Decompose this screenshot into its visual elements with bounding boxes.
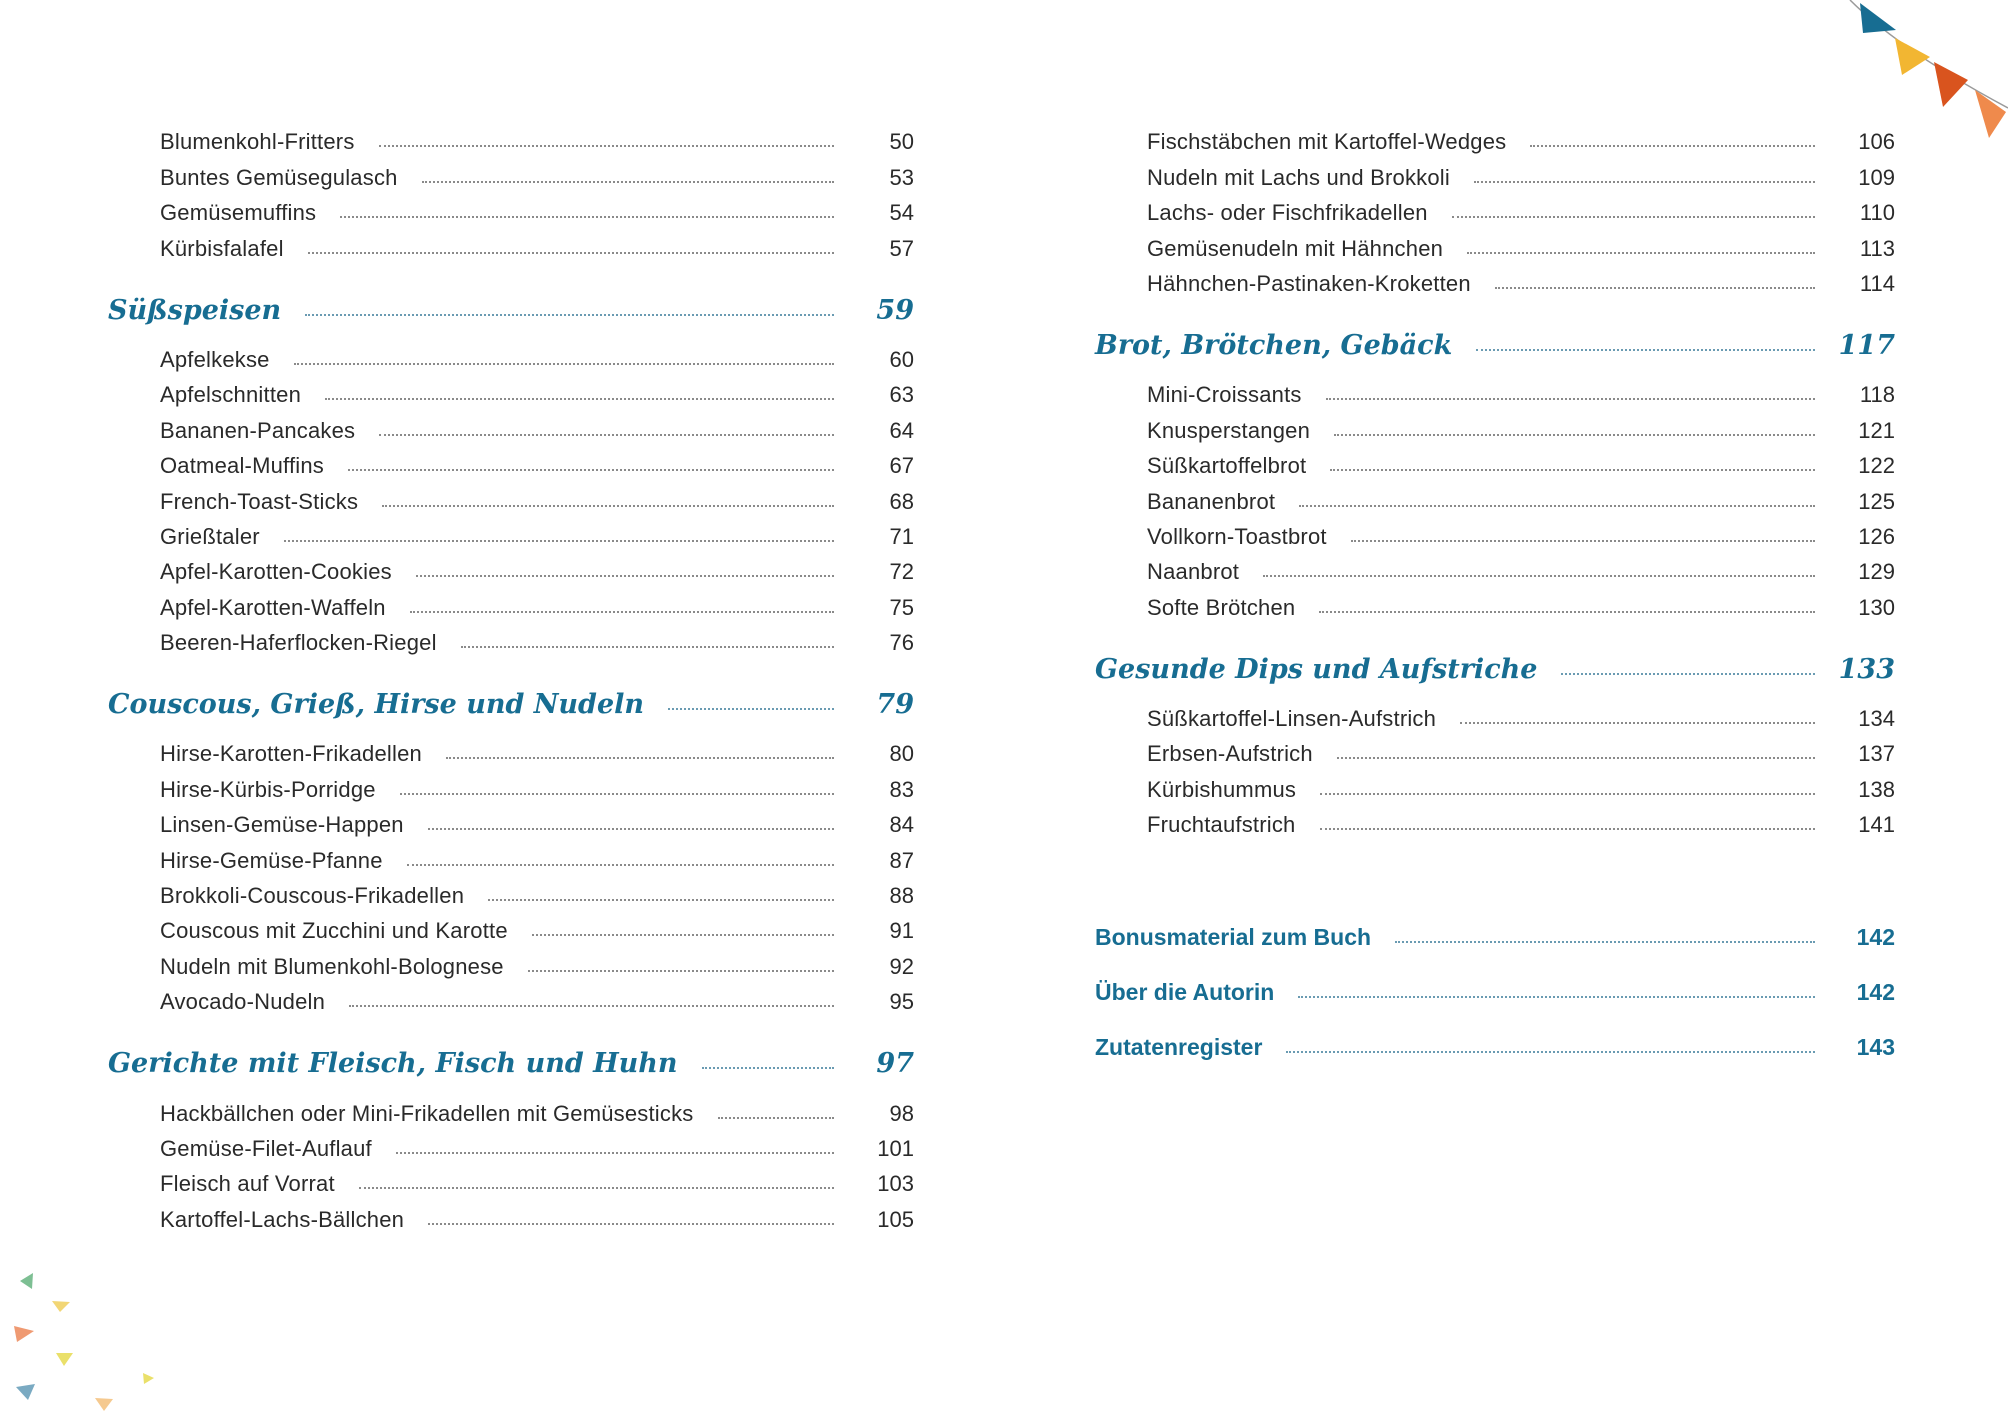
dot-leader <box>294 363 834 365</box>
toc-entry-title: Fruchtaufstrich <box>1147 812 1296 838</box>
dot-leader <box>428 1223 834 1225</box>
toc-entry-page-number: 110 <box>1859 200 1895 226</box>
toc-entry-page-number: 103 <box>877 1171 914 1197</box>
dot-leader <box>359 1187 834 1189</box>
toc-entry <box>108 479 914 514</box>
toc-entry <box>1095 697 1895 732</box>
section-heading-title: Gerichte mit Fleisch, Fisch und Huhn <box>108 1048 678 1080</box>
toc-entry <box>108 408 914 443</box>
dot-leader <box>396 1152 834 1154</box>
toc-entry-title: Knusperstangen <box>1147 417 1311 443</box>
toc-entry-page-number: 118 <box>1859 382 1895 408</box>
dot-leader <box>1495 287 1815 289</box>
toc-entry-title: Buntes Gemüsegulasch <box>160 164 398 190</box>
toc-entry-title: Blumenkohl-Fritters <box>160 129 355 155</box>
dot-leader <box>1476 349 1815 351</box>
toc-entry <box>108 155 914 190</box>
toc-entry-page-number: 75 <box>889 594 914 620</box>
dot-leader <box>428 828 834 830</box>
bunting-flag-red <box>1934 62 1968 107</box>
bunting-flag-yellow <box>1895 38 1930 75</box>
toc-entry-title: Hirse-Karotten-Frikadellen <box>160 741 422 767</box>
toc-entry-page-number: 72 <box>889 559 914 585</box>
toc-entry-page-number: 141 <box>1858 812 1895 838</box>
section-heading-page-number: 97 <box>876 1048 914 1080</box>
toc-entry <box>108 944 914 979</box>
dot-leader <box>1319 611 1815 613</box>
toc-entry <box>108 515 914 550</box>
toc-entry-title: Süßkartoffelbrot <box>1147 453 1307 479</box>
dot-leader <box>1320 793 1815 795</box>
toc-entry-title: Avocado-Nudeln <box>160 989 326 1015</box>
toc-entry <box>1095 732 1895 767</box>
toc-entry <box>1095 408 1895 443</box>
dot-leader <box>1474 181 1815 183</box>
confetti-triangle-small <box>143 1373 154 1384</box>
toc-entry-title: Grießtaler <box>160 523 260 549</box>
section-heading-page-number: 133 <box>1838 653 1895 685</box>
toc-entry <box>108 226 914 261</box>
dot-leader <box>349 1005 834 1007</box>
toc-entry <box>108 621 914 656</box>
back-matter-entry <box>1095 896 1895 951</box>
section-heading-page-number: 59 <box>876 294 914 326</box>
dot-leader <box>1460 722 1815 724</box>
dot-leader <box>446 757 834 759</box>
toc-entry-page-number: 113 <box>1859 235 1895 261</box>
bunting-flag-blue <box>1860 3 1896 33</box>
toc-entry <box>108 120 914 155</box>
toc-entry <box>1095 803 1895 838</box>
dot-leader <box>718 1117 835 1119</box>
dot-leader <box>325 398 834 400</box>
toc-entry <box>108 838 914 873</box>
confetti-triangle-peach <box>95 1398 113 1411</box>
toc-entry-title: Kartoffel-Lachs-Bällchen <box>160 1206 405 1232</box>
toc-entry-title: Fischstäbchen mit Kartoffel-Wedges <box>1147 129 1507 155</box>
dot-leader <box>668 708 834 710</box>
dot-leader <box>422 181 834 183</box>
back-matter-entry <box>1095 1006 1895 1061</box>
back-matter-entry-page-number: 142 <box>1856 924 1895 951</box>
toc-entry-page-number: 53 <box>889 164 914 190</box>
toc-entry <box>1095 373 1895 408</box>
section-heading-page-number: 79 <box>876 689 914 721</box>
section-heading <box>108 1033 914 1079</box>
toc-entry-title: Hirse-Gemüse-Pfanne <box>160 847 383 873</box>
dot-leader <box>379 145 834 147</box>
dot-leader <box>488 899 834 901</box>
section-heading-title: Gesunde Dips und Aufstriche <box>1095 653 1538 685</box>
dot-leader <box>1334 434 1815 436</box>
toc-entry-page-number: 92 <box>889 953 914 979</box>
bunting-garland <box>1840 0 2008 145</box>
section-heading-title: Brot, Brötchen, Gebäck <box>1095 329 1453 361</box>
toc-entry-page-number: 80 <box>889 741 914 767</box>
dot-leader <box>348 469 834 471</box>
back-matter-entry <box>1095 951 1895 1006</box>
toc-entry-title: Linsen-Gemüse-Happen <box>160 812 404 838</box>
toc-entry-page-number: 50 <box>889 129 914 155</box>
back-matter-entry-title: Zutatenregister <box>1095 1034 1263 1061</box>
toc-entry-title: Bananen-Pancakes <box>160 417 356 443</box>
toc-entry-title: Couscous mit Zucchini und Karotte <box>160 918 508 944</box>
toc-entry <box>1095 191 1895 226</box>
dot-leader <box>305 314 834 316</box>
toc-entry-page-number: 88 <box>889 883 914 909</box>
toc-entry-title: Lachs- oder Fischfrikadellen <box>1147 200 1428 226</box>
toc-entry <box>1095 767 1895 802</box>
toc-entry-title: Hirse-Kürbis-Porridge <box>160 776 376 802</box>
toc-entry <box>108 191 914 226</box>
back-matter-list <box>1095 896 1895 1061</box>
dot-leader <box>1452 216 1815 218</box>
dot-leader <box>379 434 834 436</box>
dot-leader <box>1530 145 1815 147</box>
dot-leader <box>1330 469 1815 471</box>
toc-entry-page-number: 84 <box>889 812 914 838</box>
toc-entry-title: Hähnchen-Pastinaken-Kroketten <box>1147 270 1471 296</box>
dot-leader <box>1395 941 1815 943</box>
toc-entry-title: Süßkartoffel-Linsen-Aufstrich <box>1147 706 1437 732</box>
dot-leader <box>1467 252 1815 254</box>
section-heading <box>1095 639 1895 685</box>
dot-leader <box>308 252 834 254</box>
toc-entry <box>108 1127 914 1162</box>
toc-entry <box>1095 120 1895 155</box>
dot-leader <box>1320 828 1816 830</box>
toc-entry-title: Apfelschnitten <box>160 382 301 408</box>
toc-entry-page-number: 60 <box>889 346 914 372</box>
toc-entry-page-number: 63 <box>889 382 914 408</box>
toc-entry-title: Naanbrot <box>1147 559 1240 585</box>
right-toc-column <box>1095 120 1895 1061</box>
toc-entry-page-number: 95 <box>889 989 914 1015</box>
back-matter-entry-page-number: 142 <box>1856 979 1895 1006</box>
toc-entry <box>108 874 914 909</box>
section-heading-title: Süßspeisen <box>108 294 282 326</box>
toc-entry-title: Gemüse-Filet-Auflauf <box>160 1135 372 1161</box>
toc-entry <box>108 338 914 373</box>
dot-leader <box>528 970 834 972</box>
toc-entry-title: Kürbisfalafel <box>160 235 284 261</box>
toc-entry-page-number: 114 <box>1859 270 1895 296</box>
toc-entry-page-number: 54 <box>889 200 914 226</box>
toc-entry-title: Gemüsemuffins <box>160 200 317 226</box>
toc-entry-title: Hackbällchen oder Mini-Frikadellen mit Gemüsesticks <box>160 1100 694 1126</box>
toc-entry-title: Bananenbrot <box>1147 488 1276 514</box>
toc-entry-page-number: 98 <box>889 1100 914 1126</box>
toc-entry-page-number: 57 <box>889 235 914 261</box>
dot-leader <box>1326 398 1815 400</box>
toc-entry-title: Vollkorn-Toastbrot <box>1147 523 1327 549</box>
toc-entry <box>1095 262 1895 297</box>
toc-entry <box>1095 550 1895 585</box>
dot-leader <box>702 1067 834 1069</box>
toc-entry-page-number: 101 <box>877 1135 914 1161</box>
toc-entry-page-number: 105 <box>877 1206 914 1232</box>
toc-entry-page-number: 83 <box>889 776 914 802</box>
toc-entry <box>108 1162 914 1197</box>
back-matter-entry-page-number: 143 <box>1856 1034 1895 1061</box>
section-heading-title: Couscous, Grieß, Hirse und Nudeln <box>108 689 645 721</box>
section-heading-page-number: 117 <box>1838 329 1895 361</box>
toc-entry <box>108 550 914 585</box>
toc-entry-page-number: 122 <box>1858 453 1895 479</box>
toc-entry-title: Mini-Croissants <box>1147 382 1302 408</box>
back-matter-entry-title: Bonusmaterial zum Buch <box>1095 924 1372 951</box>
toc-entry-page-number: 64 <box>889 417 914 443</box>
toc-entry <box>108 1091 914 1126</box>
toc-entry-title: Apfel-Karotten-Waffeln <box>160 594 386 620</box>
toc-entry <box>108 767 914 802</box>
toc-entry <box>1095 515 1895 550</box>
toc-entry <box>108 1197 914 1232</box>
confetti-triangle-green <box>20 1273 33 1289</box>
toc-entry <box>108 373 914 408</box>
toc-entry-page-number: 134 <box>1858 706 1895 732</box>
toc-entry-title: Brokkoli-Couscous-Frikadellen <box>160 883 465 909</box>
toc-entry-page-number: 67 <box>889 453 914 479</box>
toc-entry <box>108 909 914 944</box>
dot-leader <box>340 216 834 218</box>
toc-entry-page-number: 109 <box>1858 164 1895 190</box>
toc-entry-page-number: 87 <box>889 847 914 873</box>
section-heading <box>108 280 914 326</box>
toc-entry <box>108 980 914 1015</box>
dot-leader <box>532 934 834 936</box>
dot-leader <box>1286 1051 1815 1053</box>
toc-entry-page-number: 91 <box>889 918 914 944</box>
confetti-triangles <box>0 1260 170 1417</box>
toc-entry-page-number: 125 <box>1858 488 1895 514</box>
dot-leader <box>400 793 834 795</box>
confetti-triangle-lime <box>56 1353 73 1366</box>
dot-leader <box>382 505 834 507</box>
dot-leader <box>1561 673 1815 675</box>
dot-leader <box>1299 505 1815 507</box>
dot-leader <box>416 575 834 577</box>
toc-entry-title: Fleisch auf Vorrat <box>160 1171 335 1197</box>
toc-entry-page-number: 106 <box>1858 129 1895 155</box>
toc-entry-title: Beeren-Haferflocken-Riegel <box>160 630 437 656</box>
toc-entry <box>1095 226 1895 261</box>
toc-entry-title: Nudeln mit Lachs und Brokkoli <box>1147 164 1450 190</box>
toc-entry-title: Gemüsenudeln mit Hähnchen <box>1147 235 1444 261</box>
toc-entry-title: Nudeln mit Blumenkohl-Bolognese <box>160 953 504 979</box>
toc-entry-page-number: 137 <box>1858 741 1895 767</box>
toc-entry <box>108 585 914 620</box>
toc-entry <box>108 444 914 479</box>
toc-entry-page-number: 138 <box>1858 776 1895 802</box>
toc-entry-title: Erbsen-Aufstrich <box>1147 741 1313 767</box>
left-toc-column <box>108 120 914 1233</box>
toc-entry-page-number: 68 <box>889 488 914 514</box>
toc-entry-page-number: 121 <box>1858 417 1895 443</box>
toc-entry-title: Apfel-Karotten-Cookies <box>160 559 392 585</box>
toc-entry <box>1095 155 1895 190</box>
toc-entry-page-number: 130 <box>1858 594 1895 620</box>
back-matter-entry-title: Über die Autorin <box>1095 979 1275 1006</box>
toc-entry <box>108 803 914 838</box>
dot-leader <box>284 540 834 542</box>
toc-entry-title: Apfelkekse <box>160 346 270 372</box>
confetti-triangle-yellow <box>52 1301 70 1312</box>
toc-entry-page-number: 126 <box>1858 523 1895 549</box>
toc-entry-title: Softe Brötchen <box>1147 594 1296 620</box>
dot-leader <box>1263 575 1815 577</box>
dot-leader <box>1351 540 1815 542</box>
toc-entry-page-number: 71 <box>889 523 914 549</box>
toc-entry <box>1095 479 1895 514</box>
toc-entry-title: Oatmeal-Muffins <box>160 453 324 479</box>
section-heading <box>108 674 914 720</box>
toc-entry-title: Kürbishummus <box>1147 776 1297 802</box>
toc-entry-page-number: 129 <box>1858 559 1895 585</box>
dot-leader <box>1337 757 1815 759</box>
toc-entry <box>1095 444 1895 479</box>
confetti-triangle-coral <box>14 1326 34 1342</box>
dot-leader <box>1298 996 1815 998</box>
section-heading <box>1095 315 1895 361</box>
dot-leader <box>461 646 834 648</box>
bunting-flag-orange <box>1975 90 2006 138</box>
toc-entry-title: French-Toast-Sticks <box>160 488 359 514</box>
confetti-triangle-teal <box>16 1384 35 1400</box>
toc-entry-page-number: 76 <box>889 630 914 656</box>
toc-entry <box>108 732 914 767</box>
dot-leader <box>410 611 834 613</box>
toc-entry <box>1095 585 1895 620</box>
dot-leader <box>407 864 834 866</box>
